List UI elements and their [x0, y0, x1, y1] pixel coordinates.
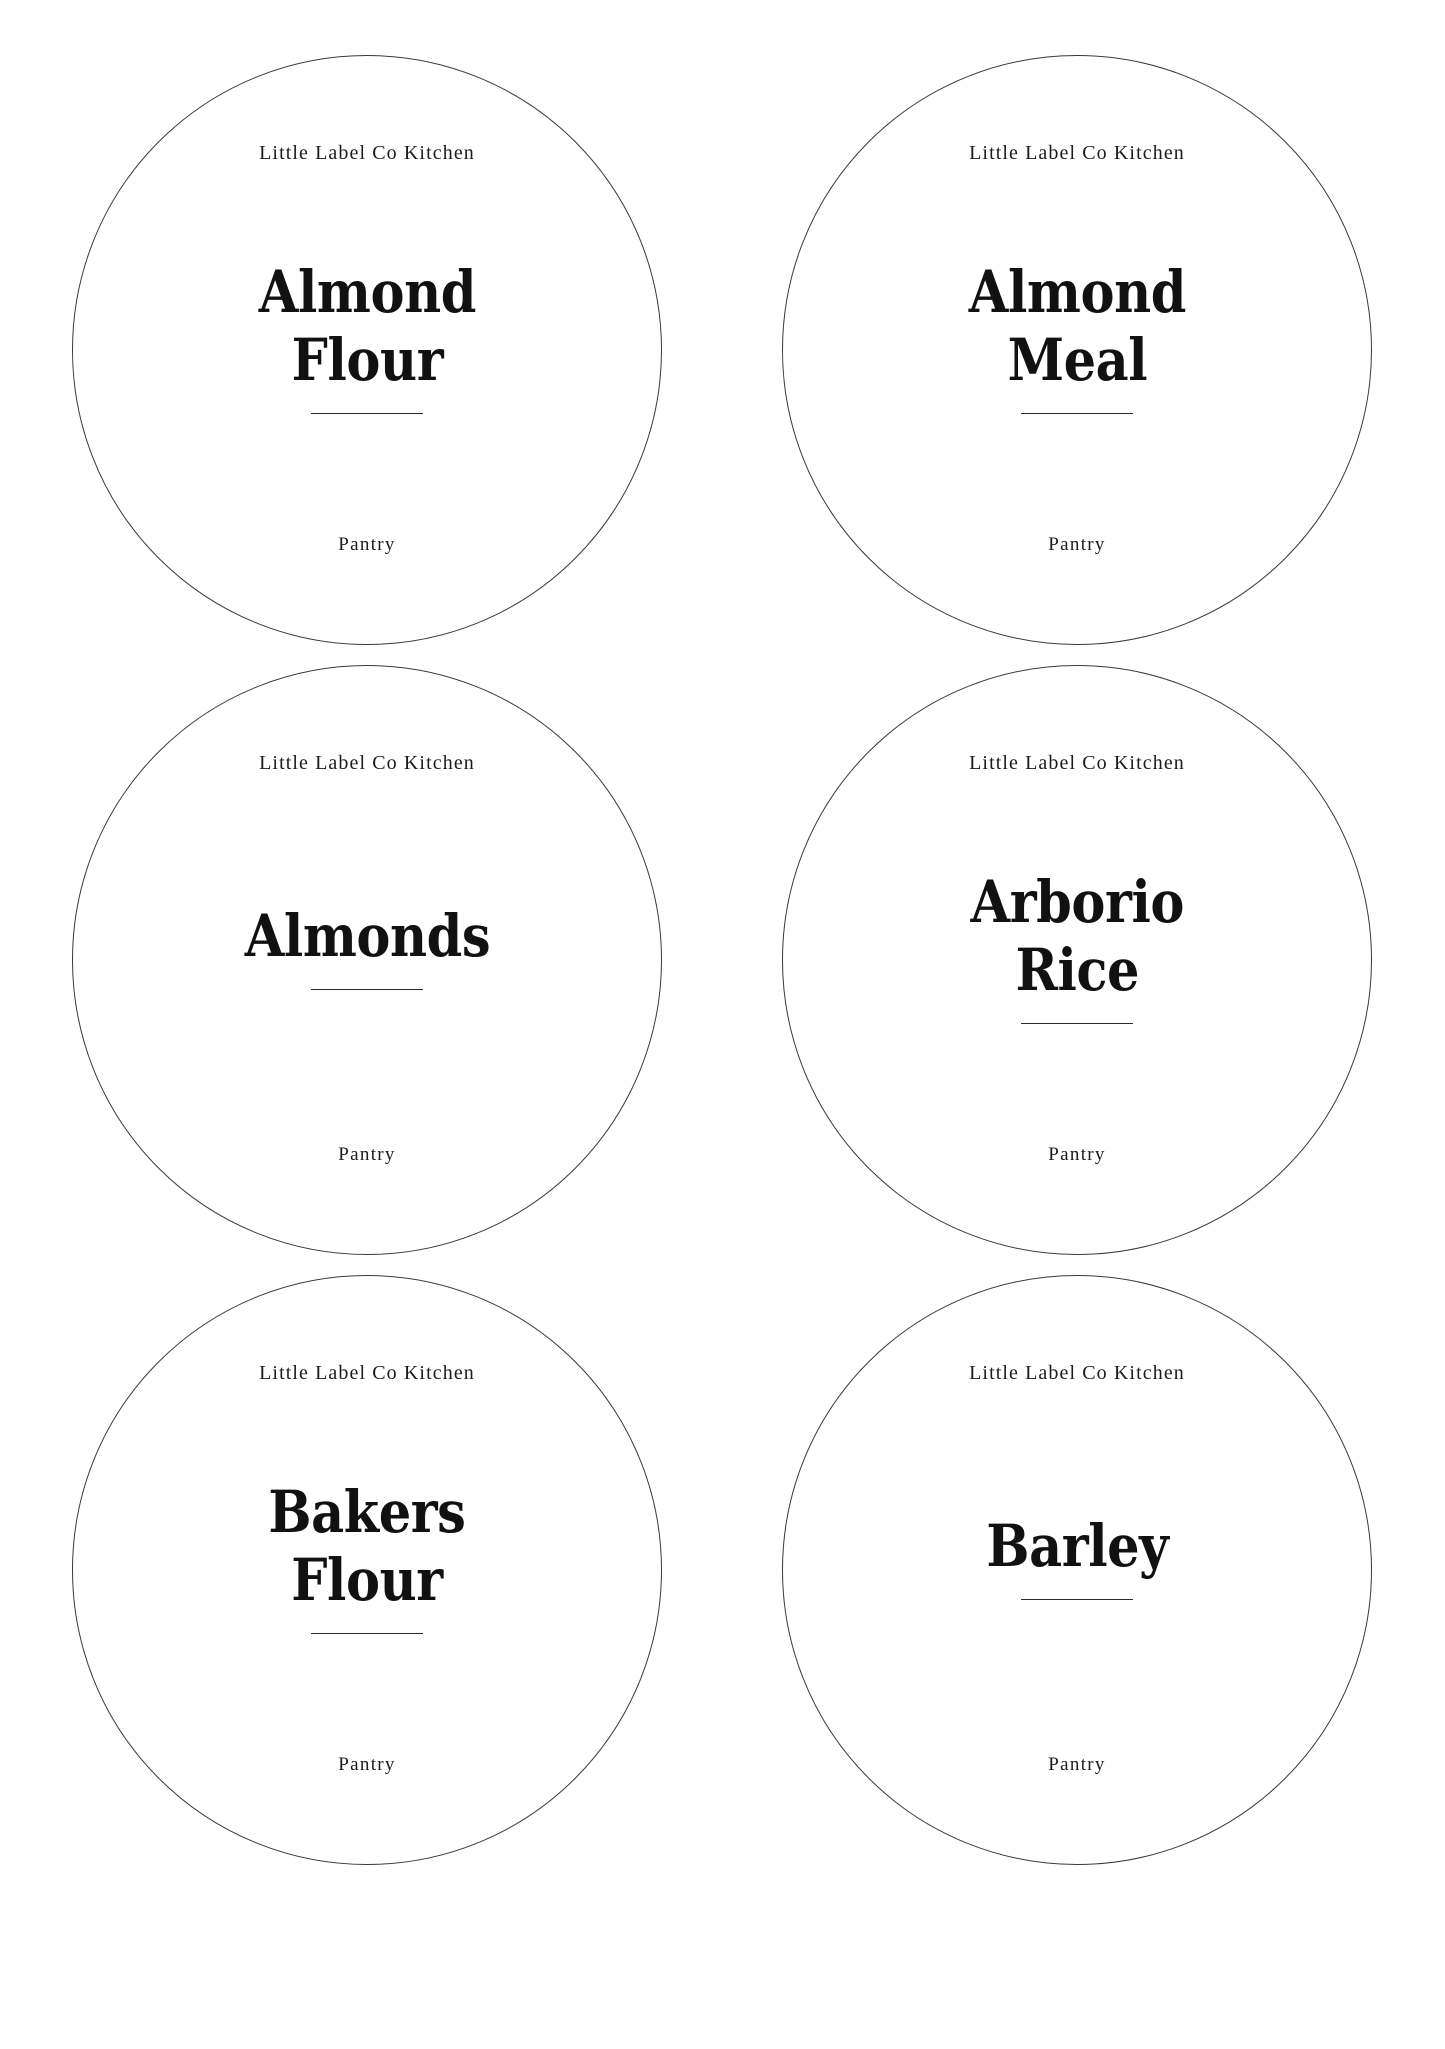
label-title-line: Barley [986, 1512, 1168, 1581]
label-title [268, 1479, 465, 1615]
label-title-line: Rice [1015, 936, 1139, 1004]
label-title-line: Bakers [268, 1478, 466, 1547]
label-title-line: Meal [1007, 326, 1147, 394]
label-title [970, 869, 1183, 1005]
label-title [986, 1513, 1168, 1581]
label-footer: Pantry [338, 534, 396, 555]
label-footer: Pantry [1048, 534, 1106, 555]
label-title-line: Arborio [970, 868, 1184, 937]
label-barley [782, 1275, 1372, 1865]
label-divider [311, 1633, 423, 1634]
label-footer: Pantry [1048, 1144, 1106, 1165]
label-title-line: Almond [258, 258, 476, 327]
label-brand: Little Label Co Kitchen [259, 752, 475, 774]
label-brand: Little Label Co Kitchen [259, 142, 475, 164]
label-title [244, 903, 489, 971]
label-footer: Pantry [1048, 1754, 1106, 1775]
label-brand: Little Label Co Kitchen [969, 752, 1185, 774]
label-divider [311, 413, 423, 414]
label-title-line: Flour [291, 1546, 443, 1614]
label-brand: Little Label Co Kitchen [969, 1362, 1185, 1384]
label-footer: Pantry [338, 1144, 396, 1165]
label-almond-meal [782, 55, 1372, 645]
label-divider [1021, 1023, 1133, 1024]
label-arborio-rice [782, 665, 1372, 1255]
label-body [783, 165, 1371, 534]
label-body [73, 1385, 661, 1754]
label-bakers-flour [72, 1275, 662, 1865]
label-divider [311, 989, 423, 990]
label-brand: Little Label Co Kitchen [259, 1362, 475, 1384]
label-divider [1021, 413, 1133, 414]
label-grid [72, 55, 1372, 1865]
label-title-line: Flour [291, 326, 443, 394]
label-body [783, 1385, 1371, 1754]
label-title-line: Almond [968, 258, 1186, 327]
label-title [968, 259, 1185, 395]
label-title [258, 259, 475, 395]
label-divider [1021, 1599, 1133, 1600]
label-body [73, 165, 661, 534]
label-body [73, 775, 661, 1144]
label-title-line: Almonds [244, 902, 490, 971]
label-almond-flour [72, 55, 662, 645]
label-footer: Pantry [338, 1754, 396, 1775]
label-body [783, 775, 1371, 1144]
label-brand: Little Label Co Kitchen [969, 142, 1185, 164]
label-almonds [72, 665, 662, 1255]
